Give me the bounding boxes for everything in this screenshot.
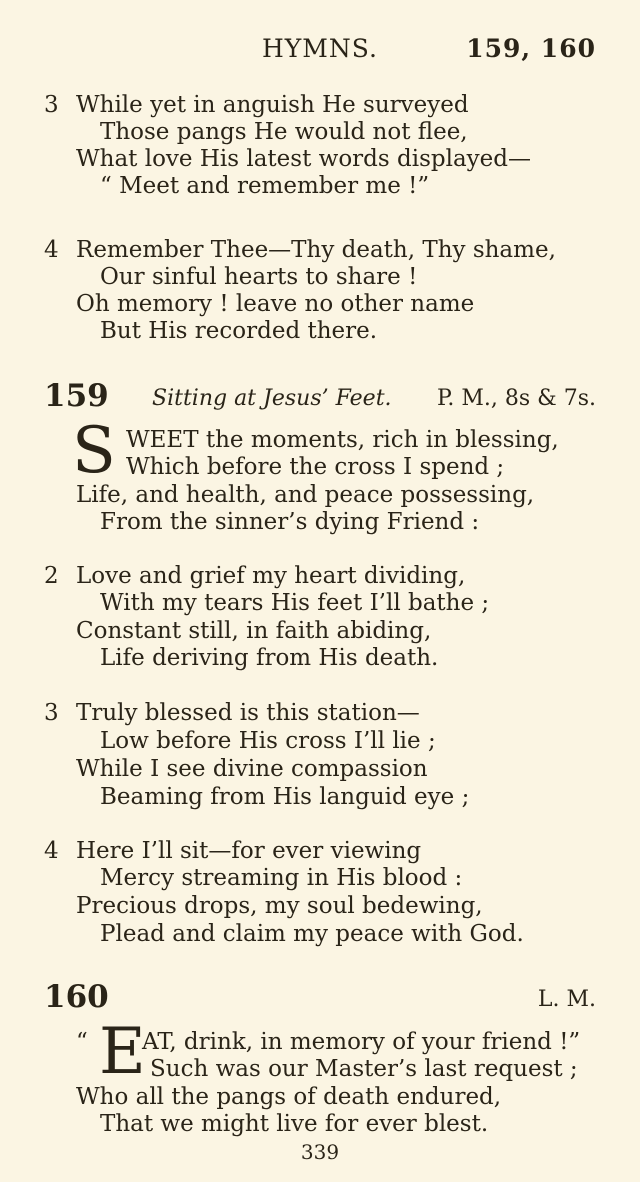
verse-number: 4 xyxy=(44,838,59,864)
page-number: 339 xyxy=(300,1140,340,1164)
hymn-meter: L. M. xyxy=(537,987,596,1012)
verse-line: Who all the pangs of death endured, xyxy=(76,1084,502,1110)
verse-line: With my tears His feet I’ll bathe ; xyxy=(100,590,490,616)
hymn-numbers: 159, 160 xyxy=(466,34,596,63)
verse-line: Life, and health, and peace possessing, xyxy=(76,482,535,508)
running-header xyxy=(0,34,640,68)
verse-number: 4 xyxy=(44,237,59,263)
hymn-number: 160 xyxy=(44,979,109,1015)
verse-line: Mercy streaming in His blood : xyxy=(100,865,463,891)
verse-line: “ Meet and remember me !” xyxy=(100,173,430,199)
verse-line: That we might live for ever blest. xyxy=(100,1111,489,1137)
verse-line: But His recorded there. xyxy=(100,318,378,344)
verse-line: While I see divine compassion xyxy=(76,756,428,782)
verse-number: 3 xyxy=(44,92,59,118)
verse-line: Which before the cross I spend ; xyxy=(126,454,505,480)
verse-line: While yet in anguish He surveyed xyxy=(76,92,469,118)
verse-line: Remember Thee—Thy death, Thy shame, xyxy=(76,237,556,263)
verse-line: WEET the moments, rich in blessing, xyxy=(126,427,559,453)
verse-line: AT, drink, in memory of your friend !” xyxy=(142,1029,581,1055)
verse-number: 2 xyxy=(44,563,59,589)
verse-line: From the sinner’s dying Friend : xyxy=(100,509,480,535)
verse-line: Low before His cross I’ll lie ; xyxy=(100,728,436,754)
verse-line: Truly blessed is this station— xyxy=(76,700,420,726)
section-title: HYMNS. xyxy=(262,34,378,63)
verse-line: Our sinful hearts to share ! xyxy=(100,264,418,290)
hymn-number: 159 xyxy=(44,378,109,414)
verse-line: Here I’ll sit—for ever viewing xyxy=(76,838,422,864)
hymn-title: Sitting at Jesus’ Feet. xyxy=(152,386,392,411)
verse-line: Constant still, in faith abiding, xyxy=(76,618,432,644)
verse-line: Plead and claim my peace with God. xyxy=(100,921,524,947)
verse-line: Precious drops, my soul bedewing, xyxy=(76,893,483,919)
drop-cap: S xyxy=(72,414,116,488)
verse-line: Such was our Master’s last request ; xyxy=(150,1056,578,1082)
verse-line: Beaming from His languid eye ; xyxy=(100,784,470,810)
verse-line: Those pangs He would not flee, xyxy=(100,119,468,145)
open-quote: “ xyxy=(76,1029,88,1055)
verse-number: 3 xyxy=(44,700,59,726)
verse-line: What love His latest words displayed— xyxy=(76,146,532,172)
verse-line: Oh memory ! leave no other name xyxy=(76,291,475,317)
verse-line: Life deriving from His death. xyxy=(100,645,439,671)
verse-line: Love and grief my heart dividing, xyxy=(76,563,466,589)
hymn-meter: P. M., 8s & 7s. xyxy=(437,386,596,411)
drop-cap: E xyxy=(99,1015,146,1089)
